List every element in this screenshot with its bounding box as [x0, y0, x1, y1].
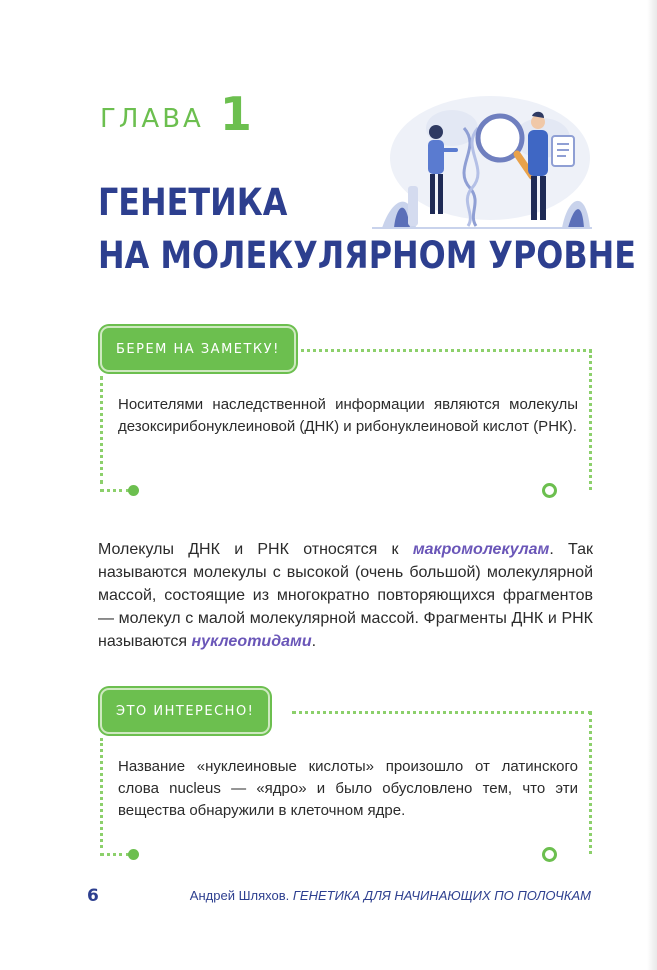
term-nucleotides: нуклеотидами [191, 633, 312, 650]
interest-box-tag: ЭТО ИНТЕРЕСНО! [100, 688, 270, 734]
note-box-left-border [100, 376, 103, 484]
chapter-title-line-2: НА МОЛЕКУЛЯРНОМ УРОВНЕ [98, 234, 636, 277]
chapter-heading [100, 87, 252, 141]
chapter-title-line-1: ГЕНЕТИКА [98, 181, 288, 224]
paragraph-part-3: . [311, 633, 317, 650]
note-box-ring-dot [542, 483, 557, 498]
interest-box [100, 688, 592, 860]
note-box-bottom-border [100, 489, 130, 492]
interest-box-filled-dot [128, 849, 139, 860]
interest-box-ring-dot [542, 847, 557, 862]
page-edge-shadow [647, 0, 657, 970]
interest-box-right-border [589, 712, 592, 854]
interest-box-top-border [292, 711, 592, 714]
interest-box-bottom-border [100, 853, 130, 856]
paragraph-part-2: . Так называются молекулы с высокой (очень большой) молекулярной массой, состоящие из многократно повторяющихся фрагментов — молекул с малой молекулярной массой. Фрагменты ДНК и РНК называются [98, 541, 594, 650]
note-box-text: Носителями наследственной информации являются молекулы дезоксирибонуклеиновой (ДНК) и рибонуклеиновой кислот (РНК). [118, 396, 578, 435]
interest-box-text: Название «нуклеиновые кислоты» произошло от латинского слова nucleus — «ядро» и было обусловлено тем, что эти вещества обнаружили в клеточном ядре. [118, 758, 578, 819]
page-number: 6 [87, 886, 99, 906]
note-box-filled-dot [128, 485, 139, 496]
main-paragraph [98, 538, 593, 653]
chapter-word: ГЛАВА [100, 104, 204, 134]
chapter-number: 1 [219, 87, 252, 141]
running-footer [190, 888, 591, 903]
term-macromolecules: макромолекулам [412, 541, 550, 558]
interest-box-left-border [100, 738, 103, 848]
note-box-tag: БЕРЕМ НА ЗАМЕТКУ! [100, 326, 296, 372]
note-box-top-border [290, 349, 592, 352]
chapter-title [98, 176, 636, 282]
footer-author: Андрей Шляхов. [189, 888, 293, 903]
paragraph-part-1: Молекулы ДНК и РНК относятся к [98, 541, 413, 558]
note-box-right-border [589, 350, 592, 490]
note-box [100, 326, 592, 496]
footer-book-title: ГЕНЕТИКА ДЛЯ НАЧИНАЮЩИХ ПО ПОЛОЧКАМ [292, 888, 591, 903]
